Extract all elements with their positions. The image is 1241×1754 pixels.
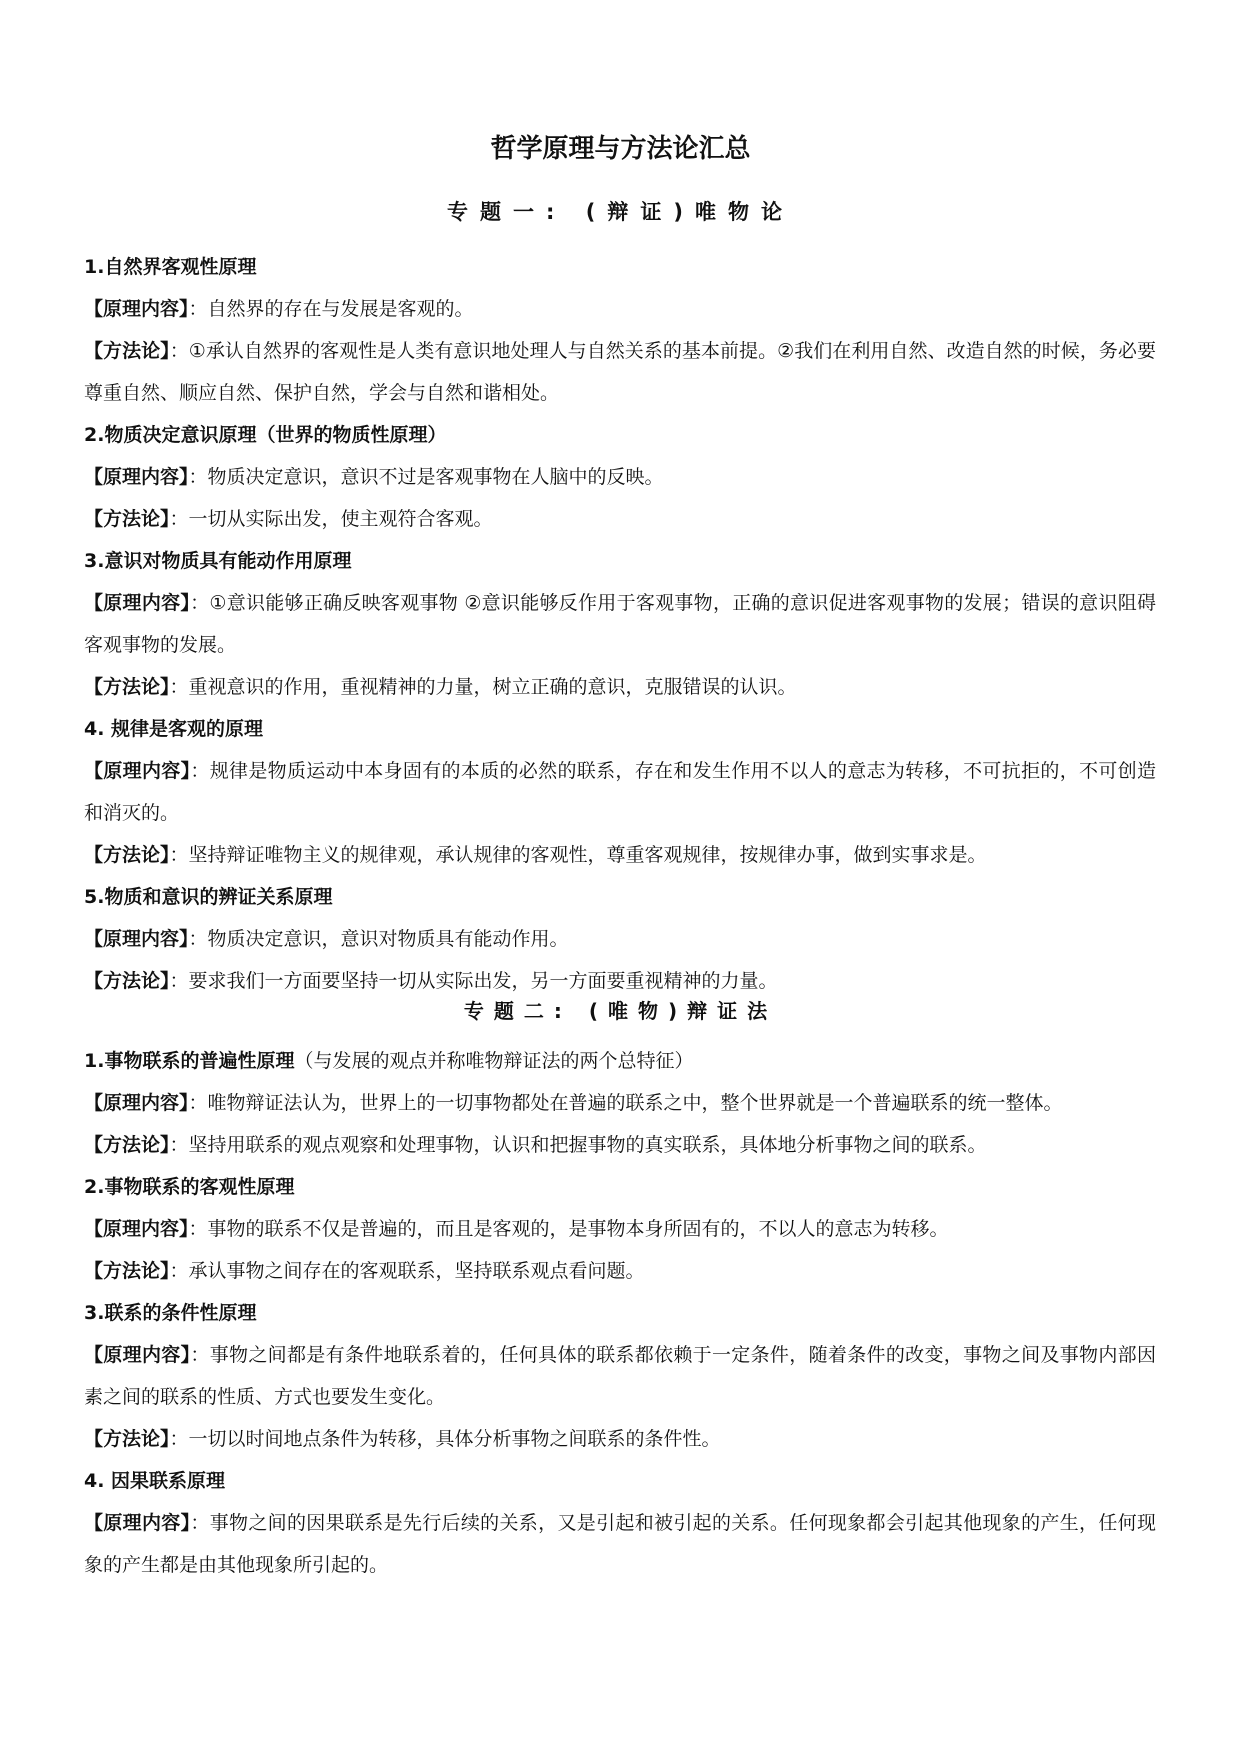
content-label: 【原理内容】: [84, 1218, 189, 1240]
principle-method: [84, 498, 1156, 540]
principle-method: [84, 330, 1156, 414]
principle-heading: 2.物质决定意识原理（世界的物质性原理）: [84, 424, 447, 446]
principle-content: [84, 750, 1156, 834]
principle-heading: 4. 规律是客观的原理: [84, 718, 264, 740]
content-label: 【原理内容】: [84, 466, 189, 488]
method-label: 【方法论】: [84, 676, 170, 698]
method-label: 【方法论】: [84, 1260, 170, 1282]
method-label: 【方法论】: [84, 340, 170, 362]
method-text: ：承认事物之间存在的客观联系，坚持联系观点看问题。: [169, 1260, 645, 1282]
method-text: ：一切从实际出发，使主观符合客观。: [169, 508, 493, 530]
principle-heading-text: 1.事物联系的普遍性原理: [84, 1050, 295, 1072]
topic2-heading: 专题二: (唯物)辩证法: [463, 999, 778, 1023]
principle-method: [84, 666, 1156, 708]
principle-heading: 5.物质和意识的辨证关系原理: [84, 886, 333, 908]
content-label: 【原理内容】: [84, 1344, 191, 1366]
principle-heading: 1.自然界客观性原理: [84, 256, 257, 278]
document-title: 哲学原理与方法论汇总: [490, 134, 751, 164]
method-label: 【方法论】: [84, 508, 170, 530]
content-label: 【原理内容】: [84, 298, 189, 320]
content-text: ：事物之间的因果联系是先行后续的关系，又是引起和被引起的关系。任何现象都会引起其他现象的产生，任何现象的产生都是由其他现象所引起的。: [84, 1512, 1156, 1576]
principle-heading: 3.意识对物质具有能动作用原理: [84, 550, 352, 572]
method-text: ：要求我们一方面要坚持一切从实际出发，另一方面要重视精神的力量。: [169, 970, 778, 992]
principle-content: [84, 1334, 1156, 1418]
method-text: ：重视意识的作用，重视精神的力量，树立正确的意识，克服错误的认识。: [169, 676, 797, 698]
method-label: 【方法论】: [84, 1134, 170, 1156]
content-label: 【原理内容】: [84, 592, 191, 614]
content-label: 【原理内容】: [84, 760, 191, 782]
content-label: 【原理内容】: [84, 928, 189, 950]
topic1-section: [84, 246, 1156, 1002]
content-text: ：物质决定意识，意识不过是客观事物在人脑中的反映。: [188, 466, 664, 488]
method-text: ：坚持用联系的观点观察和处理事物，认识和把握事物的真实联系，具体地分析事物之间的联系。: [169, 1134, 987, 1156]
principle-content: [84, 1208, 1156, 1250]
method-text: ：①承认自然界的客观性是人类有意识地处理人与自然关系的基本前提。②我们在利用自然、改造自然的时候，务必要尊重自然、顺应自然、保护自然，学会与自然和谐相处。: [84, 340, 1156, 404]
content-text: ：①意识能够正确反映客观事物 ②意识能够反作用于客观事物，正确的意识促进客观事物的发展；错误的意识阻碍客观事物的发展。: [84, 592, 1156, 656]
method-label: 【方法论】: [84, 844, 170, 866]
principle-method: [84, 1124, 1156, 1166]
content-text: ：物质决定意识，意识对物质具有能动作用。: [188, 928, 569, 950]
content-label: 【原理内容】: [84, 1512, 191, 1534]
content-text: ：事物之间都是有条件地联系着的，任何具体的联系都依赖于一定条件，随着条件的改变，事物之间及事物内部因素之间的联系的性质、方式也要发生变化。: [84, 1344, 1156, 1408]
principle-heading: 2.事物联系的客观性原理: [84, 1176, 295, 1198]
principle-content: [84, 1082, 1156, 1124]
principle-method: [84, 1250, 1156, 1292]
content-label: 【原理内容】: [84, 1092, 189, 1114]
principle-content: [84, 456, 1156, 498]
principle-content: [84, 1502, 1156, 1586]
topic1-heading: 专题一: (辩证)唯物论: [447, 200, 794, 224]
principle-heading-note: （与发展的观点并称唯物辩证法的两个总特征）: [294, 1050, 694, 1072]
content-text: ：唯物辩证法认为，世界上的一切事物都处在普遍的联系之中，整个世界就是一个普遍联系的统一整体。: [188, 1092, 1063, 1114]
principle-heading: [84, 1040, 1156, 1082]
method-text: ：坚持辩证唯物主义的规律观，承认规律的客观性，尊重客观规律，按规律办事，做到实事求是。: [169, 844, 987, 866]
method-text: ：一切以时间地点条件为转移，具体分析事物之间联系的条件性。: [169, 1428, 721, 1450]
principle-method: [84, 834, 1156, 876]
principle-heading: 4. 因果联系原理: [84, 1470, 226, 1492]
content-text: ：事物的联系不仅是普遍的，而且是客观的，是事物本身所固有的，不以人的意志为转移。: [188, 1218, 949, 1240]
principle-heading: 3.联系的条件性原理: [84, 1302, 257, 1324]
principle-content: [84, 918, 1156, 960]
topic2-section: [84, 1040, 1156, 1586]
content-text: ：自然界的存在与发展是客观的。: [188, 298, 474, 320]
content-text: ：规律是物质运动中本身固有的本质的必然的联系，存在和发生作用不以人的意志为转移，不可抗拒的，不可创造和消灭的。: [84, 760, 1156, 824]
principle-content: [84, 288, 1156, 330]
principle-method: [84, 1418, 1156, 1460]
principle-content: [84, 582, 1156, 666]
method-label: 【方法论】: [84, 970, 170, 992]
method-label: 【方法论】: [84, 1428, 170, 1450]
